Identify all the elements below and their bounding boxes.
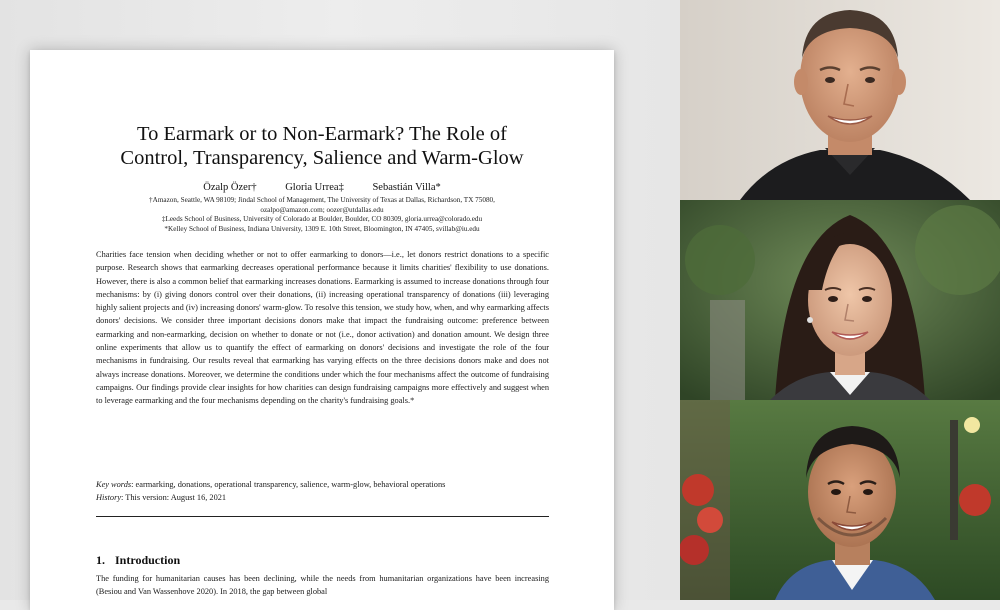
- man-portrait: [680, 0, 1000, 200]
- keywords-line: [96, 478, 549, 491]
- section-number: 1.: [96, 553, 105, 567]
- paper-title: [30, 122, 614, 170]
- divider: [96, 516, 549, 517]
- keywords-value: : earmarking, donations, operational transparency, salience, warm-glow, behavioral operations: [131, 480, 446, 489]
- affiliation-line: †Amazon, Seattle, WA 98109; Jindal School of Management, The University of Texas at Dallas, Richardson, TX 75080,: [149, 196, 495, 204]
- paper-page: [30, 50, 614, 610]
- author-name: Özalp Özer†: [203, 182, 257, 193]
- affiliation-line: ozalpo@amazon.com; oozer@utdallas.edu: [260, 205, 384, 214]
- keywords-label: Key words: [96, 480, 132, 489]
- keywords-block: [96, 478, 549, 504]
- title-line-2: Control, Transparency, Salience and Warm-Glow: [120, 147, 524, 169]
- history-value: : This version: August 16, 2021: [121, 493, 227, 502]
- author-name: Sebastián Villa*: [372, 182, 441, 193]
- woman-portrait: [680, 200, 1000, 400]
- affiliation-line: *Kelley School of Business, Indiana University, 1309 E. 10th Street, Bloomington, IN 47405, svillab@iu.edu: [164, 224, 480, 233]
- author-name: Gloria Urrea‡: [285, 182, 344, 193]
- history-line: [96, 491, 549, 504]
- photo-column: [680, 0, 1000, 600]
- abstract-text: Charities face tension when deciding whether or not to offer earmarking to donors—i.e., let donors restrict donations to a specific purpose. Research shows that earmarking decreases operational performance because it limits charities' flexibility to use donations. However, there is also a common belief that earmarking increases donations. Earmarking is assumed to increase donations through four mechanisms: by (i) giving donors control over their donations, (ii) increasing operational transparency of donations (iii) leveraging highly salient projects and (iv) increasing donors' warm-glow. To resolve this tension, we study how, when, and why earmarking affects donors' decisions. We consider three important decisions donors make that impact the fundraising outcome: preference between earmarking and non-earmarking, decision on whether to donate or not (i.e., donor activation) and donation amount. We design three online experiments that allow us to quantify the effect of earmarking on donors' decisions and investigate the role of the four mechanisms in fundraising. Our results reveal that earmarking has varying effects on the three decisions donors make and does not always increase donations. Moreover, we determine the conditions under which the four mechanisms affect the outcome of fundraising campaigns. Our findings provide clear insights for how charities can design fundraising campaigns more effectively and suggest when to leverage earmarking and the four mechanisms depending on the charity's fundraising goals.*: [96, 250, 549, 406]
- affiliations: [70, 196, 574, 234]
- section-title: Introduction: [115, 553, 181, 567]
- young-man-portrait: [680, 400, 1000, 600]
- affiliation-line: ‡Leeds School of Business, University of Colorado at Boulder, Boulder, CO 80309, gloria.urrea@colorado.edu: [161, 215, 483, 224]
- title-line-1: To Earmark or to Non-Earmark? The Role of: [137, 123, 507, 145]
- intro-text: The funding for humanitarian causes has been declining, while the needs from humanitarian organizations have been increasing (Besiou and Van Wassenhove 2020). In 2018, the gap between global: [96, 574, 549, 597]
- section-heading: [96, 553, 180, 568]
- author-list: [30, 182, 614, 193]
- history-label: History: [96, 493, 122, 502]
